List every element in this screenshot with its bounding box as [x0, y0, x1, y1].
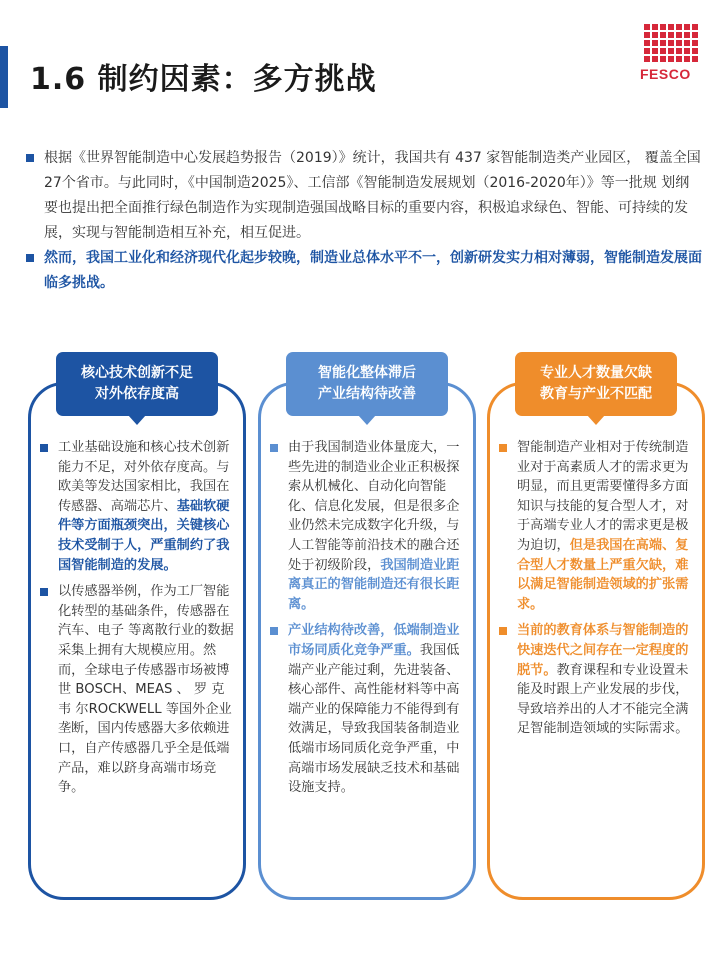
card-intelligence-lag	[258, 352, 476, 900]
card-bullet-text: 由于我国制造业体量庞大，一些先进的制造业企业正积极探索从机械化、自动化向智能化、信息化发展，但是很多企业仍然未完成数字化升级，与人工智能等前沿技术的融合还处于初级阶段，	[288, 440, 460, 573]
card-header-line-2: 产业结构待改善	[318, 386, 416, 402]
card-header	[286, 352, 448, 416]
bullet-square-icon	[499, 444, 507, 452]
card-header-line-1: 专业人才数量欠缺	[540, 365, 652, 381]
card-body	[38, 438, 234, 805]
card-bullet-highlight: 基础软硬件等方面瓶颈突出，关键核心技术受制于人，严重制约了我国智能制造的发展。	[58, 498, 230, 573]
card-bullet-2	[497, 621, 693, 739]
card-header-line-1: 核心技术创新不足	[81, 365, 193, 381]
intro-paragraph-1	[26, 146, 702, 246]
card-bullet-highlight: 产业结构待改善，低端制造业市场同质化竞争严重。	[288, 623, 460, 658]
card-bullet-highlight: 但是我国在高端、复合型人才数量上严重欠缺，难以满足智能制造领域的扩张需求。	[517, 537, 689, 612]
title-accent-bar	[0, 46, 8, 108]
card-bullet-1	[38, 438, 234, 575]
fesco-logo	[640, 24, 704, 82]
card-bullet-2	[268, 621, 464, 797]
bullet-square-icon	[499, 627, 507, 635]
card-bullet-2	[38, 582, 234, 798]
card-bullet-1	[497, 438, 693, 614]
card-body	[497, 438, 693, 746]
card-header	[515, 352, 677, 416]
bullet-square-icon	[40, 444, 48, 452]
card-body	[268, 438, 464, 805]
card-bullet-highlight: 我国制造业距离真正的智能制造还有很长距离。	[288, 557, 460, 612]
card-bullet-text: 我国低端产业产能过剩，先进装备、核心部件、高性能材料等中高端产业的保障能力不能得到有效满足，导致我国装备制造业低端市场同质化竞争严重，中高端市场发展缺乏技术和基础设施支持。	[288, 642, 460, 796]
bullet-square-icon	[270, 627, 278, 635]
logo-text: FESCO	[640, 66, 691, 82]
card-core-technology	[28, 352, 246, 900]
card-bullet-text: 教育课程和专业设置未能及时跟上产业发展的步伐，导致培养出的人才不能完全满足智能制造领域的实际需求。	[517, 662, 689, 737]
card-bullet-text: 以传感器举例，作为工厂智能化转型的基础条件，传感器在汽车、电子 等离散行业的数据采集上拥有大规模应用。然而，全球电子传感器市场被博世 BOSCH、MEAS 、 罗 克 韦 尔ROCKWELL 等国外企业垄断，国内传感器大多依赖进口，自产传感器几乎全是低端产品，难以跻身高端市场竞争。	[58, 584, 234, 796]
intro-paragraph-2-highlight: 我国工业化和经济现代化起步较晚，制造业总体水平不一，创新研发实力相对薄弱，智能制造发展面临多挑战。	[44, 250, 702, 291]
card-bullet-highlight: 当前的教育体系与智能制造的快速迭代之间存在一定程度的脱节。	[517, 623, 689, 678]
card-bullet-1	[268, 438, 464, 614]
card-header-line-1: 智能化整体滞后	[318, 365, 416, 381]
bullet-square-icon	[26, 154, 34, 162]
card-header	[56, 352, 218, 416]
card-header-line-2: 对外依存度高	[95, 386, 179, 402]
page-title: 1.6 制约因素：多方挑战	[30, 62, 377, 97]
bullet-square-icon	[270, 444, 278, 452]
intro-paragraph-2	[26, 246, 702, 296]
card-talent-shortage	[487, 352, 705, 900]
bullet-square-icon	[26, 254, 34, 262]
intro-paragraph-1-text: 根据《世界智能制造中心发展趋势报告（2019）》统计，我国共有 437 家智能制造类产业园区， 覆盖全国27个省市。与此同时，《中国制造2025》、工信部《智能制造发展规划（2016-2020年）》等一批规 划纲要也提出把全面推行绿色制造作为实现制造强国战略目标的重要内容，积极追求绿色、智能、可持续的发展，实现与智能制造相互补充，相互促进。	[44, 150, 701, 241]
intro-paragraph-2-lead: 然而，	[44, 250, 86, 266]
card-bullet-text: 工业基础设施和核心技术创新能力不足，对外依存度高。与欧美等发达国家相比，我国在传感器、高端芯片、	[58, 440, 230, 514]
bullet-square-icon	[40, 588, 48, 596]
card-bullet-text: 智能制造产业相对于传统制造业对于高素质人才的需求更为明显，而且更需要懂得多方面知识与技能的复合型人才，对于高端专业人才的需求更是极为迫切，	[517, 440, 689, 553]
logo-dot-grid-icon	[644, 24, 704, 62]
card-header-line-2: 教育与产业不匹配	[540, 386, 652, 402]
intro-section	[26, 146, 702, 296]
